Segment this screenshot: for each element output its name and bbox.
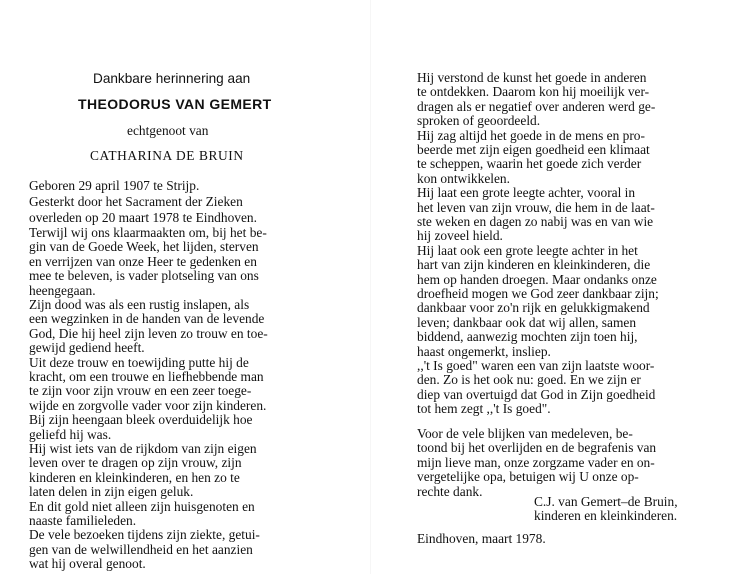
body-line: kon ontwikkelen.: [417, 170, 510, 186]
body-line: sproken of geoordeeld.: [417, 113, 541, 129]
body-line: haast ongemerkt, insliep.: [417, 343, 551, 359]
body-line: hem op handen droegen. Maar ondanks onze: [417, 271, 657, 287]
body-line: Uit deze trouw en toewijding putte hij de: [29, 354, 249, 370]
body-line: Hij zag altijd het goede in de mens en pro-: [417, 127, 645, 143]
body-line: ste weken en dagen zo nabij was en van wie: [417, 214, 654, 229]
thanks-line: toond bij het overlijden en de begrafenis van: [417, 440, 657, 456]
body-line: Hij verstond de kunst het goede in anderen: [417, 70, 647, 85]
body-line: tot hem zegt ,,'t Is goed".: [417, 401, 551, 417]
body-line: heengegaan.: [29, 282, 96, 298]
body-line: te scheppen, waarin het goede zich verder: [417, 156, 642, 172]
intro-line: Dankbare herinnering aan: [93, 71, 251, 86]
spouse-name: CATHARINA DE BRUIN: [90, 148, 244, 163]
body-line: kinderen en kleinkinderen, en hen zo te: [29, 469, 240, 485]
body-line: gen van de welwillendheid en het aanzien: [29, 541, 253, 557]
body-line: droefheid mogen we God zeer dankbaar zijn;: [417, 286, 659, 301]
body-line: wijde en zorgvolle vader voor zijn kinderen.: [29, 397, 267, 413]
body-line: Bij zijn heengaan bleek overduidelijk hoe: [29, 412, 253, 428]
body-line: leven over te dragen op zijn vrouw, zijn: [29, 455, 242, 471]
body-line: dragen als er negatief over anderen werd ge-: [417, 98, 656, 114]
body-line: den. Zo is het ook nu: goed. En we zijn er: [417, 372, 641, 388]
body-line: De vele bezoeken tijdens zijn ziekte, getui-: [29, 527, 260, 543]
thanks-line: vergetelijke opa, betuigen wij U onze op-: [417, 469, 639, 485]
body-line: Hij wist iets van de rijkdom van zijn eigen: [29, 441, 257, 456]
thanks-line: mijn lieve man, onze zorgzame vader en on-: [417, 454, 655, 470]
thanks-line: Voor de vele blijken van medeleven, be-: [417, 426, 633, 441]
body-line: geliefd hij was.: [29, 426, 112, 442]
place-date: Eindhoven, maart 1978.: [417, 531, 546, 546]
body-line: biddend, aanwezig mochten zijn toen hij,: [417, 329, 638, 345]
body-line: En dit gold niet alleen zijn huisgenoten en: [29, 498, 255, 514]
thanks-line: rechte dank.: [417, 483, 483, 499]
body-line: te ontdekken. Daarom kon hij moeilijk ver-: [417, 84, 650, 100]
fact-line: Geboren 29 april 1907 te Strijp.: [29, 178, 200, 193]
body-line: kracht, om een trouwe en liefhebbende man: [29, 369, 264, 384]
body-line: het leven van zijn vrouw, die hem in de laat-: [417, 199, 655, 215]
body-line: Terwijl wij ons klaarmaakten om, bij het be-: [29, 225, 267, 240]
body-line: ,,'t Is goed" waren een van zijn laatste woor-: [417, 358, 655, 373]
body-line: Zijn dood was als een rustig inslapen, als: [29, 297, 250, 312]
body-line: Hij laat een grote leegte achter, vooral in: [417, 185, 636, 201]
body-line: God, Die hij heel zijn leven zo trouw en toe-: [29, 325, 268, 341]
body-line: leven; dankbaar ook dat wij allen, samen: [417, 314, 637, 330]
fold-divider: [370, 0, 371, 574]
body-line: te zijn voor zijn vrouw en een zeer toege-: [29, 383, 252, 399]
body-line: beerde met zijn eigen goedheid een klimaat: [417, 142, 650, 157]
relation-line: echtgenoot van: [127, 123, 209, 138]
body-line: gewijd gediend heeft.: [29, 340, 145, 356]
body-line: mee te beleven, is vader plotseling van ons: [29, 268, 259, 284]
body-line: gin van de Goede Week, het lijden, sterven: [29, 239, 259, 255]
body-line: Hij laat ook een grote leegte achter in het: [417, 242, 638, 258]
body-line: en verrijzen van onze Heer te gedenken en: [29, 253, 257, 269]
body-line: een wegzinken in de handen van de levende: [29, 311, 265, 327]
body-line: wat hij overal genoot.: [29, 556, 146, 572]
fact-line: Gesterkt door het Sacrament der Zieken: [29, 194, 243, 209]
body-line: hart van zijn kinderen en kleinkinderen, die: [417, 257, 651, 273]
signature-line: C.J. van Gemert–de Bruin,: [534, 494, 678, 509]
signature-line: kinderen en kleinkinderen.: [534, 508, 678, 524]
body-line: naaste familieleden.: [29, 513, 137, 528]
fact-line: overleden op 20 maart 1978 te Eindhoven.: [29, 210, 257, 225]
body-line: hij zoveel hield.: [417, 228, 503, 244]
body-line: dankbaar voor zo'n rijk en gelukkigmakend: [417, 300, 650, 316]
deceased-name: THEODORUS VAN GEMERT: [78, 96, 272, 112]
body-line: diep van overtuigd dat God in Zijn goedheid: [417, 386, 656, 402]
body-line: laten delen in zijn eigen geluk.: [29, 484, 194, 500]
